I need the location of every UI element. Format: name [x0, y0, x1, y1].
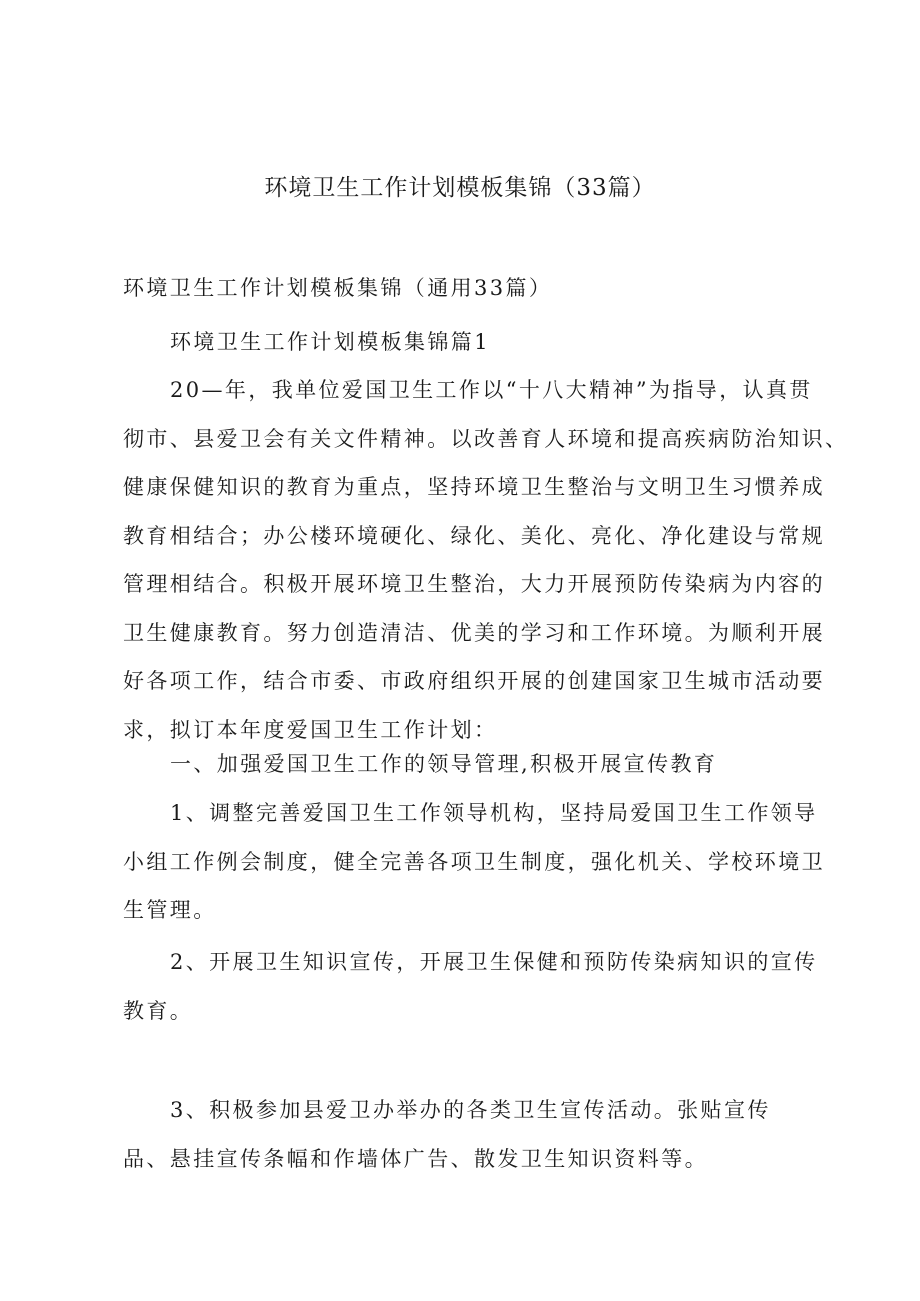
section-heading: 一、加强爱国卫生工作的领导管理,积极开展宣传教育: [170, 752, 718, 776]
list-item: [123, 1086, 771, 1183]
intro-line: 求，拟订本年度爱国卫生工作计划：: [123, 717, 498, 742]
document-title: 环境卫生工作计划模板集锦（33篇）: [264, 175, 656, 201]
list-item-line: 教育。: [123, 998, 194, 1023]
list-item: [123, 938, 818, 1035]
list-item-line: 3、积极参加县爱卫办举办的各类卫生宣传活动。张贴宣传: [170, 1098, 771, 1122]
chapter-heading: 环境卫生工作计划模板集锦篇1: [170, 330, 490, 354]
document-subtitle: 环境卫生工作计划模板集锦（通用33篇）: [123, 276, 553, 300]
intro-paragraph: [123, 366, 848, 754]
intro-line: 健康保健知识的教育为重点，坚持环境卫生整治与文明卫生习惯养成: [123, 475, 825, 499]
intro-line: 管理相结合。积极开展环境卫生整治，大力开展预防传染病为内容的: [123, 572, 825, 596]
list-item: [123, 789, 825, 935]
list-item-line: 生管理。: [123, 898, 217, 922]
list-item-line: 1、调整完善爱国卫生工作领导机构，坚持局爱国卫生工作领导: [170, 801, 818, 825]
list-item-line: 品、悬挂宣传条幅和作墙体广告、散发卫生知识资料等。: [123, 1146, 708, 1171]
list-item-line: 2、开展卫生知识宣传，开展卫生保健和预防传染病知识的宣传: [170, 950, 818, 974]
intro-line: 教育相结合；办公楼环境硬化、绿化、美化、亮化、净化建设与常规: [123, 523, 825, 548]
intro-line: 卫生健康教育。努力创造清洁、优美的学习和工作环境。为顺利开展: [123, 620, 825, 645]
list-item-line: 小组工作例会制度，健全完善各项卫生制度，强化机关、学校环境卫: [123, 849, 825, 874]
intro-line: 彻市、县爱卫会有关文件精神。以改善育人环境和提高疾病防治知识、: [123, 426, 849, 451]
intro-line: 好各项工作，结合市委、市政府组织开展的创建国家卫生城市活动要: [123, 669, 825, 693]
intro-line: 20—年，我单位爱国卫生工作以“十八大精神”为指导，认真贯: [170, 378, 813, 402]
